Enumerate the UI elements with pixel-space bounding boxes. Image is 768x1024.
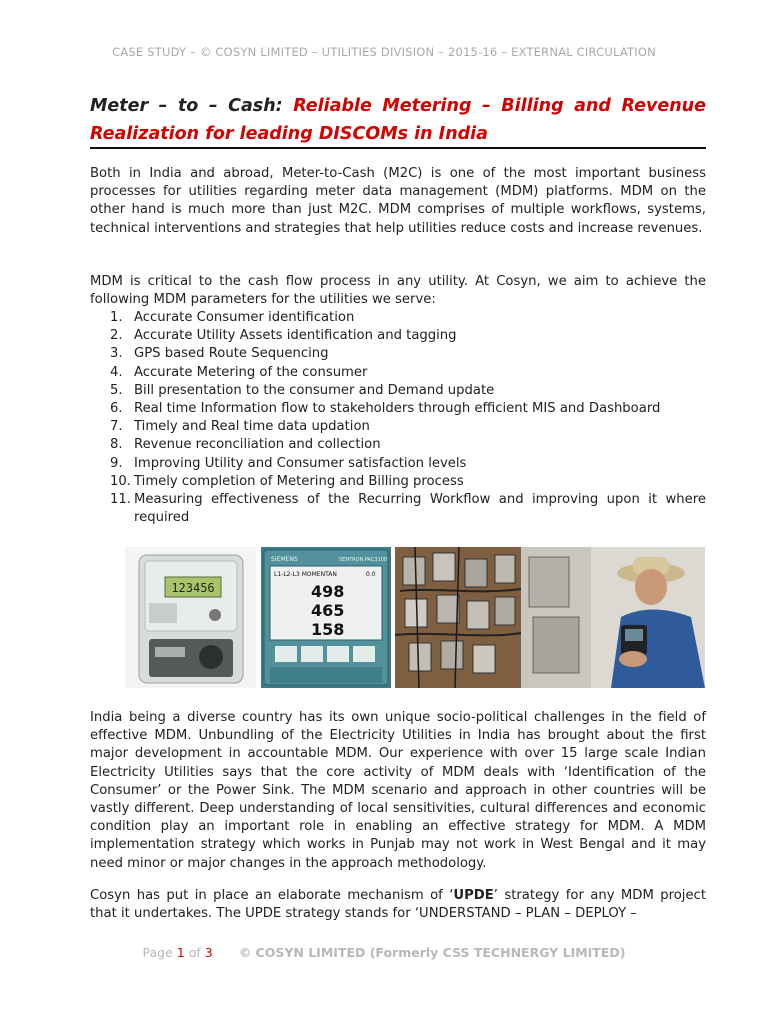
photo-strip — [125, 547, 705, 688]
document-title — [90, 92, 706, 148]
diversity-paragraph: India being a diverse country has its own unique socio-political challenges in the field of effective MDM. Unbundling of the Electricity Utilities in India has brought about the first major development in accountable MDM. Our experience with over 15 large scale Indian Electricity Utilities says that the core activity of MDM deals with ‘Identification of the Consumer’ or the Power Sink. The MDM scenario and approach in other countries will be vastly different. Deep understanding of local sensitivities, cultural differences and economic condition play an important role in enabling an effective strategy for MDM. A MDM implementation strategy which works in Punjab may not work in West Bengal and it may need minor or major changes in the approach methodology. — [90, 710, 706, 871]
mdm-parameters-list — [90, 309, 706, 527]
intro-paragraph: Both in India and abroad, Meter-to-Cash (M2C) is one of the most important business processes for utilities regarding meter data management (MDM) platforms. MDM on the other hand is much more than just M2C. MDM comprises of multiple workflows, systems, technical interventions and strategies that help utilities reduce costs and increase revenues. — [90, 166, 706, 236]
list-item: 1. Accurate Consumer identification — [110, 310, 355, 325]
field-worker-photo — [521, 547, 705, 688]
page-word: Page — [142, 945, 173, 960]
of-word: of — [188, 945, 201, 960]
title-underline — [90, 147, 706, 149]
list-item: 7. Timely and Real time data updation — [110, 419, 370, 435]
footer-copyright: © COSYN LIMITED (Formerly CSS TECHNERGY LIMITED) — [238, 945, 626, 960]
panel-reading-3: 158 — [311, 620, 345, 639]
list-item: 3. GPS based Route Sequencing — [110, 346, 329, 362]
list-item: 4. Accurate Metering of the consumer — [110, 364, 368, 380]
meter-display-reading: 123456 — [171, 581, 215, 595]
panel-reading-1: 498 — [311, 582, 345, 601]
power-monitor-photo — [261, 547, 391, 688]
list-item: 10. Timely completion of Metering and Billing process — [110, 473, 464, 489]
upde-paragraph: Cosyn has put in place an elaborate mechanism of ‘UPDE’ strategy for any MDM project that it undertakes. The UPDE strategy stands for ‘UNDERSTAND – PLAN – DEPLOY – — [90, 888, 706, 922]
list-item: 6. Real time Information flow to stakeholders through efficient MIS and Dashboard — [110, 401, 661, 417]
panel-header: L1-L2-L3 MOMENTAN — [274, 571, 337, 578]
list-item: 8. Revenue reconciliation and collection — [110, 437, 381, 453]
list-item: 9. Improving Utility and Consumer satisfaction levels — [110, 455, 467, 471]
page-footer — [0, 945, 768, 960]
panel-reading-2: 465 — [311, 601, 345, 620]
upde-term: UPDE — [453, 888, 494, 903]
panel-model: SENTRON PAC3100 — [339, 557, 388, 563]
panel-tag: 0.0 — [366, 571, 376, 578]
list-item: 5. Bill presentation to the consumer and Demand update — [110, 382, 495, 398]
parameters-intro-paragraph: MDM is critical to the cash flow process in any utility. At Cosyn, we aim to achieve the following MDM parameters for the utilities we serve: — [90, 274, 706, 308]
title-lead: Meter – to – Cash: — [90, 96, 294, 116]
meter-wall-photo — [395, 547, 521, 688]
running-header: CASE STUDY – © COSYN LIMITED – UTILITIES DIVISION – 2015-16 – EXTERNAL CIRCULATION — [112, 45, 656, 59]
list-item: 2. Accurate Utility Assets identification and tagging — [110, 328, 457, 344]
title-highlight: Reliable Metering – Billing and Revenue Realization for leading DISCOMs in India — [90, 96, 707, 144]
page-total: 3 — [204, 945, 213, 960]
energy-meter-photo — [125, 547, 256, 688]
panel-brand: SIEMENS — [271, 556, 298, 563]
page-current: 1 — [176, 945, 185, 960]
list-item: 11. Measuring effectiveness of the Recurring Workflow and improving upon it where required — [110, 492, 706, 526]
